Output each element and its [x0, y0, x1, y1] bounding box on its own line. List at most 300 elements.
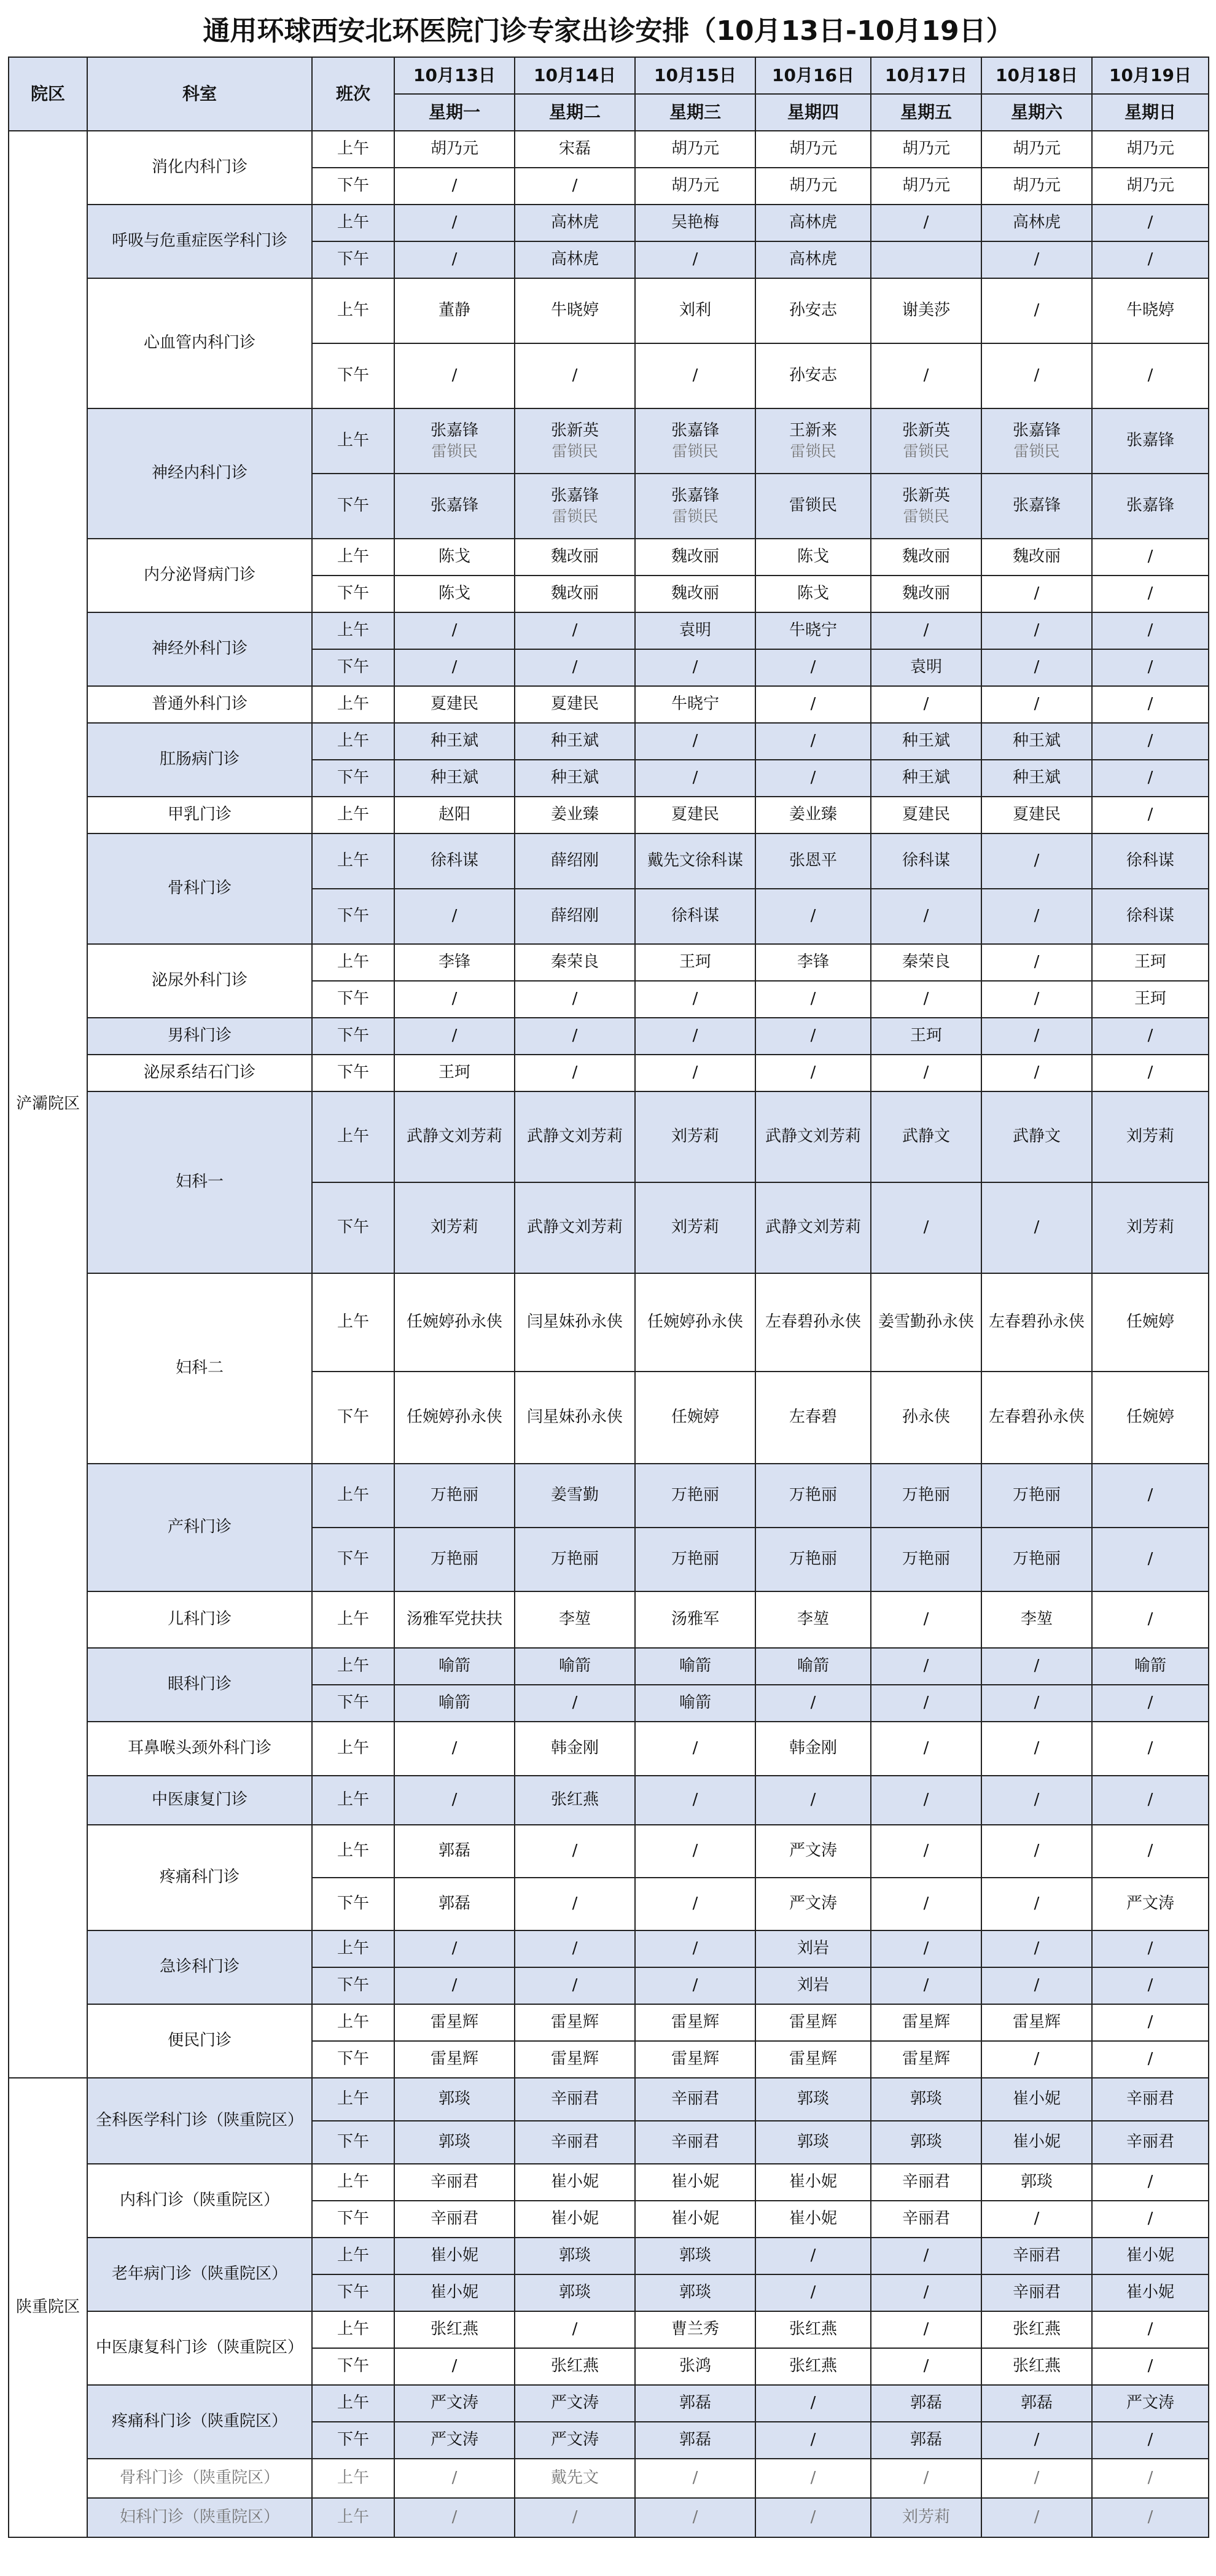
- shift-cell: 下午: [312, 2348, 394, 2385]
- schedule-cell: [871, 1722, 981, 1776]
- doctor-name: 喻箭: [679, 1657, 711, 1676]
- schedule-cell: [394, 2164, 515, 2201]
- doctor-name: 雷星辉: [789, 2050, 837, 2069]
- doctor-name: 胡乃元: [902, 176, 950, 195]
- dept-cell: 老年病门诊（陕重院区）: [87, 2238, 312, 2311]
- schedule-cell: [635, 2348, 755, 2385]
- shift-cell: 上午: [312, 1273, 394, 1372]
- doctor-name: 万艳丽: [1012, 1486, 1061, 1505]
- schedule-cell: [1092, 2422, 1209, 2459]
- schedule-cell: [755, 2121, 871, 2164]
- doctor-name-secondary: 雷锁民: [672, 507, 719, 525]
- doctor-name: 武静文刘芳莉: [526, 1127, 623, 1146]
- doctor-name: 刘芳莉: [1126, 1218, 1174, 1237]
- doctor-name: 王珂: [910, 1026, 942, 1045]
- schedule-cell: [981, 686, 1092, 723]
- doctor-name: 魏改丽: [671, 547, 719, 566]
- doctor-name: 韩金刚: [789, 1739, 837, 1758]
- doctor-name: 雷星辉: [430, 2013, 478, 2032]
- doctor-name: /: [1147, 2430, 1153, 2449]
- schedule-cell: [1092, 1055, 1209, 1091]
- table-row: [9, 1722, 1209, 1776]
- doctor-name: /: [1147, 1739, 1153, 1758]
- doctor-name: 刘利: [679, 301, 711, 320]
- schedule-cell: [635, 2164, 755, 2201]
- doctor-name: 喻箭: [558, 1657, 591, 1676]
- doctor-name: /: [451, 989, 458, 1009]
- dept-cell: 妇科一: [87, 1091, 312, 1273]
- table-row: [9, 1273, 1209, 1372]
- schedule-cell: [394, 343, 515, 408]
- schedule-cell: [871, 408, 981, 474]
- header-row-dates: [9, 57, 1209, 94]
- schedule-cell: [981, 2274, 1092, 2311]
- shift-cell: 下午: [312, 2201, 394, 2238]
- doctor-name: 李堃: [797, 1610, 829, 1629]
- schedule-cell: [981, 2498, 1092, 2537]
- schedule-cell: [515, 1722, 635, 1776]
- schedule-cell: [635, 1930, 755, 1967]
- schedule-cell: [981, 833, 1092, 889]
- schedule-cell: [1092, 797, 1209, 833]
- schedule-cell: [981, 797, 1092, 833]
- doctor-name: /: [810, 2283, 816, 2302]
- dept-cell: 消化内科门诊: [87, 131, 312, 205]
- shift-cell: 上午: [312, 833, 394, 889]
- schedule-cell: [635, 1018, 755, 1055]
- header-shift: 班次: [312, 57, 394, 131]
- doctor-name: /: [692, 768, 698, 787]
- doctor-name: 孙安志: [789, 301, 837, 320]
- doctor-name: 高林虎: [789, 250, 837, 269]
- doctor-name: 雷星辉: [902, 2013, 950, 2032]
- schedule-cell: [515, 1372, 635, 1464]
- schedule-cell: [871, 2498, 981, 2537]
- schedule-cell: [1092, 1018, 1209, 1055]
- shift-cell: 下午: [312, 343, 394, 408]
- schedule-cell: [755, 649, 871, 686]
- doctor-name: 种王斌: [550, 732, 599, 751]
- doctor-name: /: [451, 1976, 458, 1995]
- schedule-cell: [635, 797, 755, 833]
- schedule-cell: [394, 1591, 515, 1648]
- doctor-name: /: [923, 2246, 929, 2265]
- doctor-name: /: [1147, 1841, 1153, 1860]
- doctor-name: /: [451, 250, 458, 269]
- doctor-name: /: [572, 1841, 578, 1860]
- doctor-name: /: [451, 658, 458, 677]
- header-weekday: 星期三: [635, 94, 755, 131]
- doctor-name: /: [810, 907, 816, 926]
- shift-cell: 上午: [312, 2498, 394, 2537]
- shift-cell: 上午: [312, 2078, 394, 2121]
- doctor-name-secondary: 雷锁民: [903, 442, 949, 460]
- schedule-cell: [755, 241, 871, 278]
- schedule-cell: [755, 1464, 871, 1528]
- doctor-name: 陈戈: [797, 547, 829, 566]
- schedule-cell: [755, 1685, 871, 1722]
- doctor-name: /: [692, 1939, 698, 1958]
- table-row: [9, 408, 1209, 474]
- doctor-name: 郭磊: [438, 1841, 470, 1860]
- schedule-cell: [871, 981, 981, 1018]
- doctor-name: /: [923, 1739, 929, 1758]
- doctor-name: /: [572, 2508, 578, 2527]
- schedule-cell: [515, 889, 635, 944]
- doctor-name: 胡乃元: [902, 139, 950, 158]
- shift-cell: 上午: [312, 1825, 394, 1878]
- doctor-name: 万艳丽: [789, 1550, 837, 1569]
- doctor-name: /: [572, 1894, 578, 1913]
- shift-cell: 下午: [312, 474, 394, 539]
- doctor-name: /: [692, 1790, 698, 1809]
- dept-cell: 耳鼻喉头颈外科门诊: [87, 1722, 312, 1776]
- doctor-name: 郭琰: [797, 2133, 829, 2152]
- doctor-name: /: [692, 1841, 698, 1860]
- schedule-cell: [515, 2311, 635, 2348]
- doctor-name: 夏建民: [1012, 805, 1061, 824]
- doctor-name: 李锋: [438, 953, 470, 972]
- schedule-cell: [1092, 1967, 1209, 2004]
- schedule-cell: [981, 2164, 1092, 2201]
- doctor-name: 姜业臻: [550, 805, 599, 824]
- schedule-cell: [394, 944, 515, 981]
- doctor-name: 李堃: [1020, 1610, 1053, 1629]
- doctor-name: /: [923, 1218, 929, 1237]
- schedule-cell: [871, 2004, 981, 2041]
- schedule-cell: [871, 1091, 981, 1182]
- doctor-name: /: [923, 1841, 929, 1860]
- schedule-cell: [394, 474, 515, 539]
- schedule-cell: [1092, 649, 1209, 686]
- doctor-name: 任婉婷: [671, 1408, 719, 1427]
- doctor-name: 张红燕: [1012, 2320, 1061, 2339]
- doctor-name: 汤雅军: [671, 1610, 719, 1629]
- schedule-cell: [981, 131, 1092, 168]
- schedule-cell: [635, 539, 755, 576]
- schedule-cell: [515, 1182, 635, 1273]
- schedule-cell: [981, 1528, 1092, 1591]
- schedule-cell: [755, 408, 871, 474]
- doctor-name: 王新来: [789, 421, 837, 440]
- doctor-name: 胡乃元: [1012, 139, 1061, 158]
- doctor-name: 辛丽君: [1012, 2246, 1061, 2265]
- doctor-name: 姜雪勤: [550, 1486, 599, 1505]
- schedule-cell: [635, 2201, 755, 2238]
- doctor-name: 张嘉锋: [671, 486, 719, 505]
- schedule-cell: [515, 1273, 635, 1372]
- schedule-cell: [515, 760, 635, 797]
- doctor-name: 辛丽君: [671, 2090, 719, 2109]
- schedule-cell: [394, 2385, 515, 2422]
- doctor-name: 陈戈: [438, 584, 470, 603]
- doctor-name: 武静文: [902, 1127, 950, 1146]
- table-row: [9, 1591, 1209, 1648]
- header-date: 10月17日: [871, 57, 981, 94]
- schedule-cell: [981, 1648, 1092, 1685]
- doctor-name: /: [1034, 2508, 1040, 2527]
- doctor-name: /: [1147, 695, 1153, 714]
- schedule-cell: [635, 278, 755, 343]
- doctor-name: 雷星辉: [671, 2013, 719, 2032]
- schedule-cell: [394, 2498, 515, 2537]
- schedule-cell: [1092, 576, 1209, 612]
- dept-cell: 神经内科门诊: [87, 408, 312, 539]
- schedule-cell: [635, 612, 755, 649]
- shift-cell: 上午: [312, 539, 394, 576]
- doctor-name: 郭磊: [1020, 2394, 1053, 2413]
- doctor-name: /: [923, 2283, 929, 2302]
- schedule-cell: [394, 2274, 515, 2311]
- schedule-cell: [394, 1967, 515, 2004]
- doctor-name: 崔小妮: [550, 2172, 599, 2192]
- doctor-name: 郭琰: [558, 2246, 591, 2265]
- schedule-cell: [755, 944, 871, 981]
- shift-cell: 上午: [312, 1930, 394, 1967]
- schedule-cell: [515, 2348, 635, 2385]
- table-row: [9, 1648, 1209, 1685]
- doctor-name: 高林虎: [789, 213, 837, 232]
- doctor-name: /: [1034, 1657, 1040, 1676]
- schedule-cell: [755, 1776, 871, 1825]
- table-row: [9, 1776, 1209, 1825]
- schedule-cell: [394, 241, 515, 278]
- doctor-name: 张嘉锋: [430, 496, 478, 515]
- schedule-cell: [394, 1648, 515, 1685]
- table-row: [9, 723, 1209, 760]
- schedule-cell: [635, 760, 755, 797]
- schedule-cell: [635, 649, 755, 686]
- schedule-cell: [755, 1825, 871, 1878]
- doctor-name: /: [572, 176, 578, 195]
- schedule-cell: [1092, 686, 1209, 723]
- schedule-cell: [635, 1055, 755, 1091]
- schedule-cell: [394, 1372, 515, 1464]
- doctor-name: 胡乃元: [671, 176, 719, 195]
- schedule-cell: [981, 278, 1092, 343]
- schedule-cell: [981, 474, 1092, 539]
- doctor-name: /: [1034, 1739, 1040, 1758]
- schedule-cell: [394, 408, 515, 474]
- table-row: [9, 1464, 1209, 1528]
- doctor-name: 高林虎: [550, 213, 599, 232]
- schedule-cell: [394, 168, 515, 205]
- schedule-cell: [515, 1591, 635, 1648]
- schedule-cell: [755, 889, 871, 944]
- doctor-name: 董静: [438, 301, 470, 320]
- schedule-cell: [635, 241, 755, 278]
- doctor-name: 王珂: [1134, 953, 1166, 972]
- schedule-cell: [635, 1182, 755, 1273]
- doctor-name: 喻箭: [1134, 1657, 1166, 1676]
- doctor-name: 任婉婷: [1126, 1408, 1174, 1427]
- schedule-cell: [755, 2385, 871, 2422]
- area-cell: 陕重院区: [9, 2078, 87, 2537]
- doctor-name: /: [692, 989, 698, 1009]
- doctor-name: 高林虎: [550, 250, 599, 269]
- schedule-cell: [755, 2041, 871, 2078]
- schedule-cell: [515, 2201, 635, 2238]
- doctor-name: /: [572, 658, 578, 677]
- schedule-cell: [981, 2422, 1092, 2459]
- schedule-cell: [871, 1685, 981, 1722]
- doctor-name: 崔小妮: [1126, 2283, 1174, 2302]
- schedule-cell: [981, 723, 1092, 760]
- doctor-name: /: [923, 1693, 929, 1712]
- doctor-name: /: [923, 989, 929, 1009]
- doctor-name: /: [692, 1026, 698, 1045]
- doctor-name: 喻箭: [438, 1693, 470, 1712]
- schedule-cell: [635, 168, 755, 205]
- schedule-cell: [515, 686, 635, 723]
- schedule-cell: [871, 539, 981, 576]
- shift-cell: 下午: [312, 1182, 394, 1273]
- schedule-cell: [981, 1776, 1092, 1825]
- schedule-cell: [515, 1055, 635, 1091]
- schedule-cell: [1092, 2201, 1209, 2238]
- doctor-name: 张嘉锋: [430, 421, 478, 440]
- doctor-name: 雷星辉: [789, 2013, 837, 2032]
- dept-cell: 肛肠病门诊: [87, 723, 312, 797]
- shift-cell: 上午: [312, 205, 394, 241]
- schedule-cell: [515, 343, 635, 408]
- doctor-name: 崔小妮: [789, 2172, 837, 2192]
- doctor-name: 万艳丽: [1012, 1550, 1061, 1569]
- doctor-name: 夏建民: [430, 695, 478, 714]
- doctor-name: /: [1147, 250, 1153, 269]
- shift-cell: 上午: [312, 1091, 394, 1182]
- dept-cell: 产科门诊: [87, 1464, 312, 1591]
- shift-cell: 下午: [312, 2121, 394, 2164]
- doctor-name: /: [1147, 1693, 1153, 1712]
- schedule-cell: [755, 612, 871, 649]
- schedule-cell: [635, 2385, 755, 2422]
- doctor-name: 万艳丽: [550, 1550, 599, 1569]
- schedule-cell: [755, 1273, 871, 1372]
- doctor-name: 谢美莎: [902, 301, 950, 320]
- doctor-name: 种王斌: [550, 768, 599, 787]
- schedule-cell: [1092, 1930, 1209, 1967]
- doctor-name: 张恩平: [789, 851, 837, 870]
- schedule-cell: [515, 2385, 635, 2422]
- doctor-name: 崔小妮: [430, 2283, 478, 2302]
- schedule-cell: [635, 1591, 755, 1648]
- doctor-name: 刘芳莉: [430, 1218, 478, 1237]
- doctor-name: 雷星辉: [550, 2013, 599, 2032]
- schedule-cell: [1092, 539, 1209, 576]
- schedule-cell: [394, 205, 515, 241]
- shift-cell: 上午: [312, 278, 394, 343]
- doctor-name: 徐科谋: [1126, 851, 1174, 870]
- doctor-name: /: [810, 768, 816, 787]
- schedule-cell: [981, 2121, 1092, 2164]
- doctor-name: 任婉婷孙永侠: [647, 1313, 743, 1332]
- schedule-cell: [1092, 408, 1209, 474]
- dept-cell: 内分泌肾病门诊: [87, 539, 312, 612]
- dept-cell: 便民门诊: [87, 2004, 312, 2078]
- schedule-cell: [755, 2274, 871, 2311]
- doctor-name-secondary: 雷锁民: [431, 442, 478, 460]
- doctor-name: /: [572, 1693, 578, 1712]
- shift-cell: 上午: [312, 2311, 394, 2348]
- doctor-name: /: [1147, 1550, 1153, 1569]
- doctor-name: /: [1147, 1026, 1153, 1045]
- shift-cell: 下午: [312, 889, 394, 944]
- schedule-cell: [871, 1878, 981, 1930]
- schedule-cell: [635, 2078, 755, 2121]
- schedule-cell: [515, 539, 635, 576]
- doctor-name: 崔小妮: [430, 2246, 478, 2265]
- table-row: [9, 612, 1209, 649]
- schedule-cell: [515, 2274, 635, 2311]
- table-row: [9, 2459, 1209, 2498]
- schedule-cell: [871, 1372, 981, 1464]
- doctor-name: 郭琰: [438, 2090, 470, 2109]
- schedule-cell: [1092, 2004, 1209, 2041]
- doctor-name: 郭琰: [679, 2246, 711, 2265]
- schedule-cell: [755, 168, 871, 205]
- schedule-cell: [755, 2348, 871, 2385]
- doctor-name: 刘芳莉: [902, 2508, 950, 2527]
- schedule-cell: [871, 1825, 981, 1878]
- schedule-cell: [635, 981, 755, 1018]
- doctor-name: 刘岩: [797, 1976, 829, 1995]
- schedule-cell: [871, 723, 981, 760]
- schedule-cell: [1092, 1776, 1209, 1825]
- schedule-cell: [981, 649, 1092, 686]
- shift-cell: 下午: [312, 1372, 394, 1464]
- doctor-name: /: [451, 213, 458, 232]
- doctor-name: 张新英: [550, 421, 599, 440]
- doctor-name: /: [1147, 732, 1153, 751]
- table-row: [9, 1018, 1209, 1055]
- schedule-cell: [635, 1528, 755, 1591]
- doctor-name: 刘芳莉: [1126, 1127, 1174, 1146]
- schedule-cell: [755, 474, 871, 539]
- doctor-name: /: [1147, 1790, 1153, 1809]
- doctor-name: /: [923, 1894, 929, 1913]
- schedule-cell: [871, 2459, 981, 2498]
- schedule-cell: [981, 1018, 1092, 1055]
- schedule-cell: [871, 2164, 981, 2201]
- doctor-name: 任婉婷孙永侠: [406, 1408, 502, 1427]
- doctor-name: 薛绍刚: [550, 851, 599, 870]
- schedule-cell: [635, 131, 755, 168]
- table-row: [9, 2311, 1209, 2348]
- schedule-cell: [394, 1528, 515, 1591]
- schedule-cell: [981, 2238, 1092, 2274]
- schedule-cell: [394, 1825, 515, 1878]
- schedule-cell: [871, 1776, 981, 1825]
- doctor-name: /: [451, 2508, 458, 2527]
- schedule-cell: [1092, 1722, 1209, 1776]
- schedule-cell: [755, 576, 871, 612]
- schedule-cell: [871, 2348, 981, 2385]
- doctor-name: 喻箭: [797, 1657, 829, 1676]
- schedule-cell: [635, 686, 755, 723]
- doctor-name: 薛绍刚: [550, 907, 599, 926]
- doctor-name: 孙永侠: [902, 1408, 950, 1427]
- schedule-cell: [394, 981, 515, 1018]
- doctor-name: /: [692, 2469, 698, 2488]
- schedule-cell: [515, 2422, 635, 2459]
- schedule-cell: [981, 1591, 1092, 1648]
- schedule-cell: [1092, 2078, 1209, 2121]
- doctor-name: /: [1034, 2430, 1040, 2449]
- doctor-name: 张红燕: [789, 2320, 837, 2339]
- schedule-cell: [394, 2078, 515, 2121]
- doctor-name: 汤雅军党扶扶: [406, 1610, 502, 1629]
